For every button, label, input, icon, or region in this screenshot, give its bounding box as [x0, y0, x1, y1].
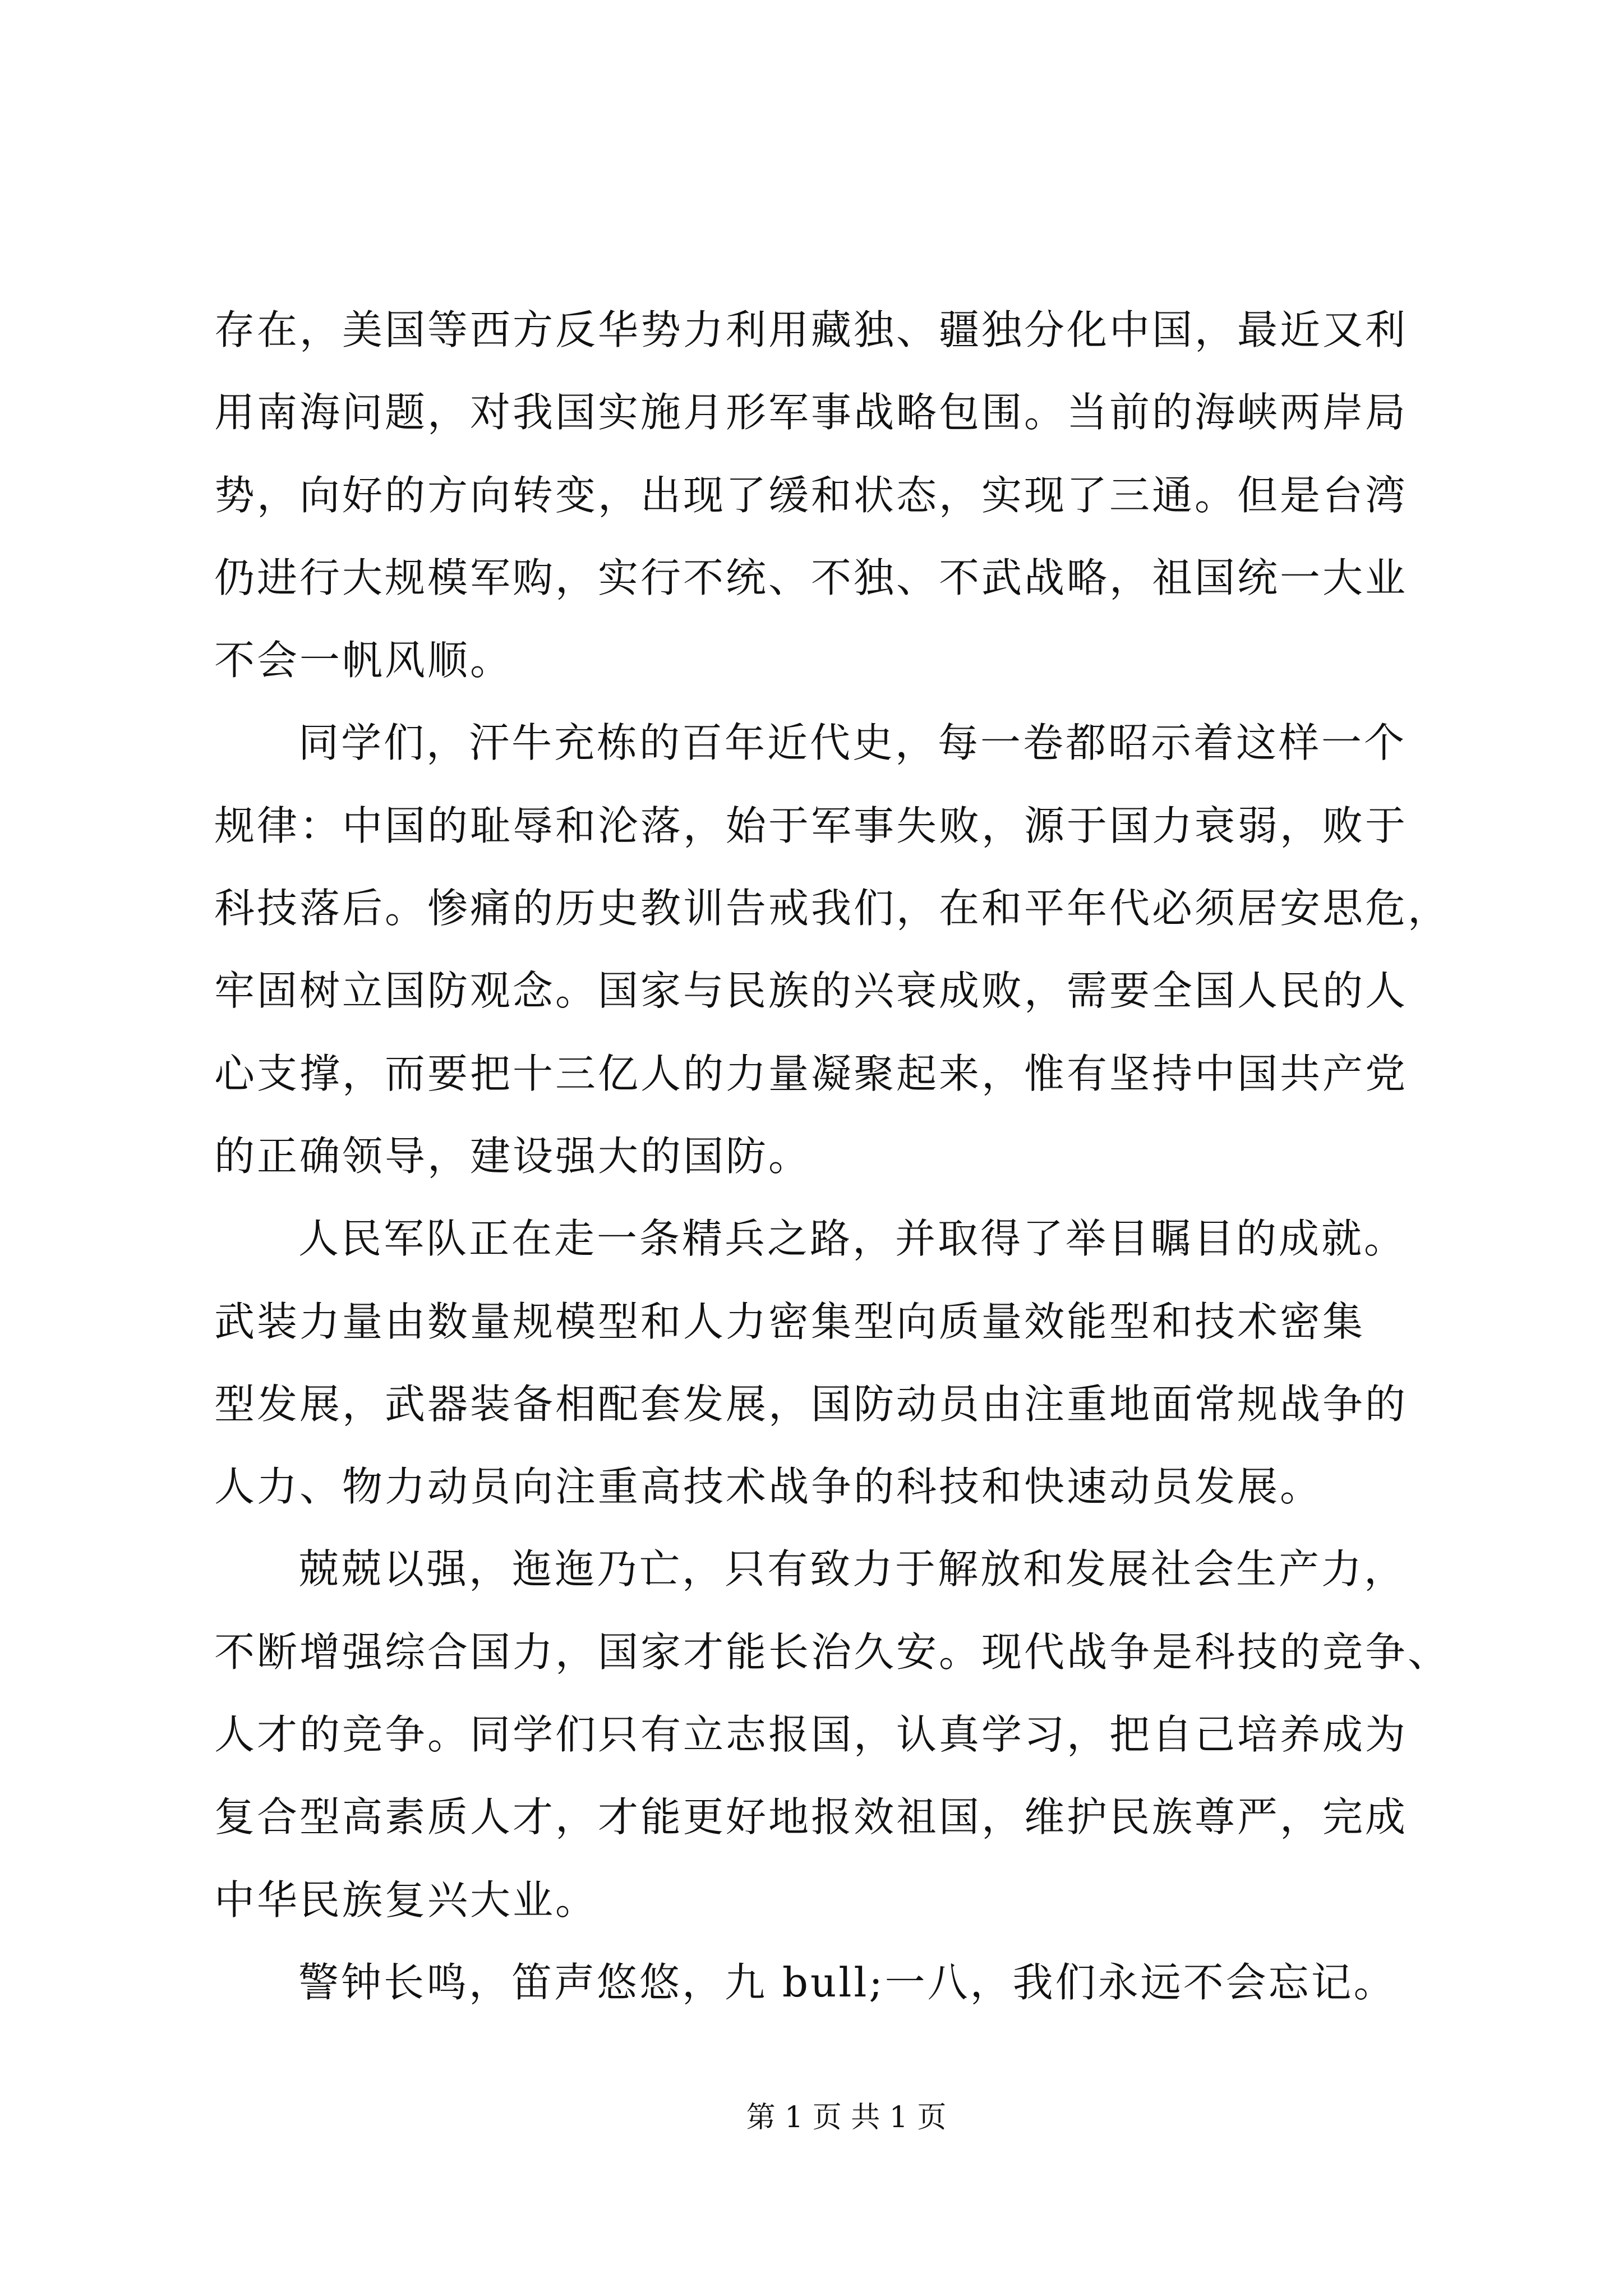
- text-line: 警钟长鸣，笛声悠悠，九 bull;一八，我们永远不会忘记。: [298, 1958, 1396, 2006]
- text-line: 同学们，汗牛充栋的百年近代史，每一卷都昭示着这样一个: [298, 719, 1407, 767]
- text-line: 人民军队正在走一条精兵之路，并取得了举目瞩目的成就。: [298, 1215, 1407, 1263]
- page-number-footer: 第 1 页 共 1 页: [746, 2101, 947, 2134]
- paragraph-5: [214, 1941, 1504, 2024]
- paragraph-2: [214, 702, 1504, 1198]
- text-line: 心支撑，而要把十三亿人的力量凝聚起来，惟有坚持中国共产党: [214, 1050, 1408, 1097]
- document-body: [214, 289, 1504, 2024]
- text-line: 中华民族复兴大业。: [214, 1876, 598, 1924]
- paragraph-1: [214, 289, 1504, 702]
- text-line: 人才的竞争。同学们只有立志报国，认真学习，把自己培养成为: [214, 1711, 1408, 1759]
- paragraph-4: [214, 1528, 1504, 1941]
- text-line: 的正确领导，建设强大的国防。: [214, 1132, 811, 1180]
- text-line: 复合型高素质人才，才能更好地报效祖国，维护民族尊严，完成: [214, 1793, 1408, 1841]
- text-line: 牢固树立国防观念。国家与民族的兴衰成败，需要全国人民的人: [214, 967, 1408, 1015]
- text-line: 型发展，武器装备相配套发展，国防动员由注重地面常规战争的: [214, 1380, 1408, 1428]
- text-line: 武装力量由数量规模型和人力密集型向质量效能型和技术密集: [214, 1297, 1366, 1345]
- text-line: 势，向好的方向转变，出现了缓和状态，实现了三通。但是台湾: [214, 471, 1408, 519]
- paragraph-3: [214, 1198, 1504, 1528]
- text-line: 仍进行大规模军购，实行不统、不独、不武战略，祖国统一大业: [214, 554, 1408, 601]
- text-line: 科技落后。惨痛的历史教训告戒我们，在和平年代必须居安思危，: [214, 885, 1451, 932]
- text-line: 不会一帆风顺。: [214, 637, 513, 684]
- text-line: 用南海问题，对我国实施月形军事战略包围。当前的海峡两岸局: [214, 389, 1408, 436]
- text-line: 人力、物力动员向注重高技术战争的科技和快速动员发展。: [214, 1463, 1323, 1511]
- text-line: 规律：中国的耻辱和沦落，始于军事失败，源于国力衰弱，败于: [214, 802, 1408, 849]
- text-line: 存在，美国等西方反华势力利用藏独、疆独分化中国，最近又利: [214, 306, 1408, 353]
- text-line: 不断增强综合国力，国家才能长治久安。现代战争是科技的竞争、: [214, 1628, 1451, 1676]
- text-line: 兢兢以强，迤迤乃亡，只有致力于解放和发展社会生产力，: [298, 1545, 1407, 1593]
